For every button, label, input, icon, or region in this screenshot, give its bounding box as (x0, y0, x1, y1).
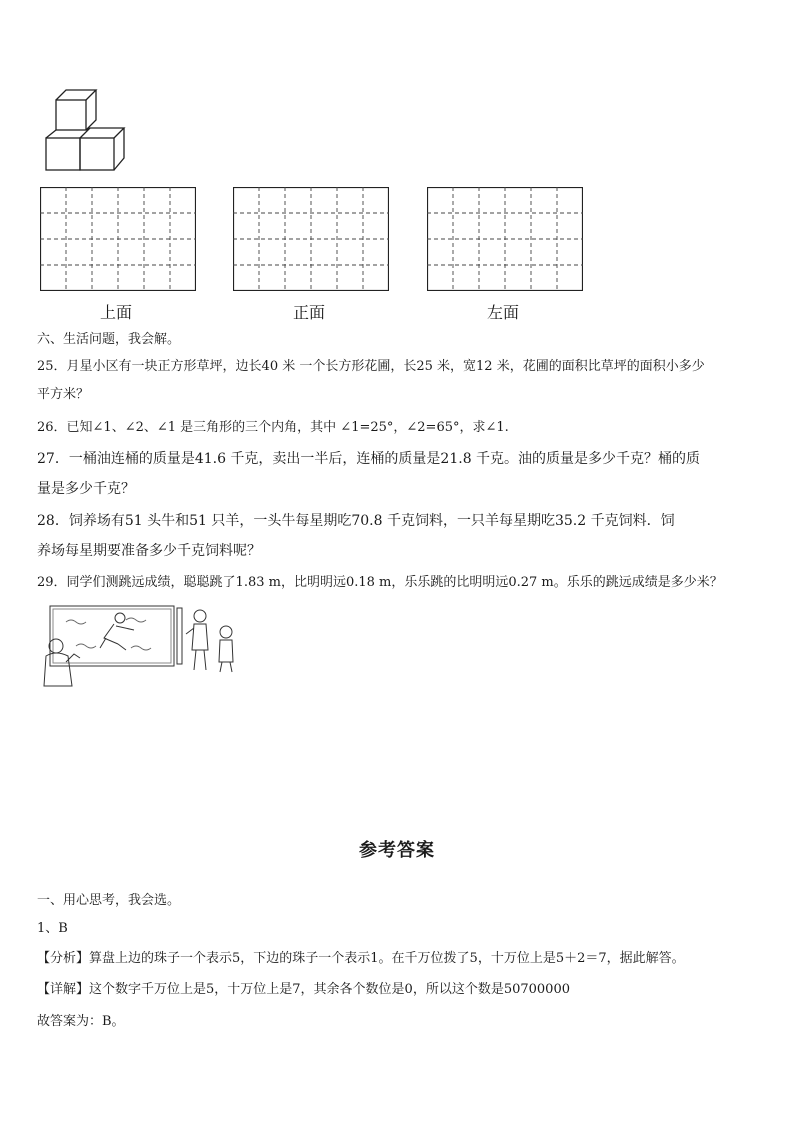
grid-top-view (40, 187, 196, 291)
q26: 26．已知∠1、∠2、∠1 是三角形的三个内角，其中 ∠1=25°，∠2=65°，求∠1. (37, 420, 509, 435)
answer-detail: 【详解】这个数字千万位上是5，十万位上是7，其余各个数位是0，所以这个数是50700000 (37, 982, 570, 997)
grid-front-view (233, 187, 389, 291)
answers-section1: 一、用心思考，我会选。 (37, 893, 181, 908)
section6-heading: 六、生活问题，我会解。 (37, 332, 181, 347)
q28-line1: 28．饲养场有51 头牛和51 只羊，一头牛每星期吃70.8 千克饲料，一只羊每星期吃35.2 千克饲料．饲 (37, 513, 675, 529)
long-jump-illustration (36, 602, 246, 692)
left-view-label: 左面 (487, 303, 520, 322)
cube-figure (44, 86, 134, 172)
answer-analysis: 【分析】算盘上边的珠子一个表示5，下边的珠子一个表示1。在千万位拨了5，十万位上是5＋2＝7，据此解答。 (37, 951, 685, 966)
top-view-label: 上面 (100, 303, 133, 322)
q28-line2: 养场每星期要准备多少千克饲料呢？ (37, 543, 261, 559)
q29: 29．同学们测跳远成绩，聪聪跳了1.83 m，比明明远0.18 m，乐乐跳的比明明远0.27 m。乐乐的跳远成绩是多少米？ (37, 575, 723, 590)
q25-line2: 平方米？ (37, 387, 90, 402)
answer-q1: 1、B (37, 921, 68, 936)
answers-title: 参考答案 (359, 840, 435, 861)
answer-conclusion: 故答案为：B。 (37, 1014, 125, 1029)
front-view-label: 正面 (293, 303, 326, 322)
q27-line2: 量是多少千克？ (37, 481, 135, 497)
q27-line1: 27．一桶油连桶的质量是41.6 千克，卖出一半后，连桶的质量是21.8 千克。油的质量是多少千克？桶的质 (37, 451, 701, 467)
q25-line1: 25．月星小区有一块正方形草坪，边长40 米 一个长方形花圃，长25 米，宽12 米，花圃的面积比草坪的面积小多少 (37, 359, 705, 374)
grid-left-view (427, 187, 583, 291)
